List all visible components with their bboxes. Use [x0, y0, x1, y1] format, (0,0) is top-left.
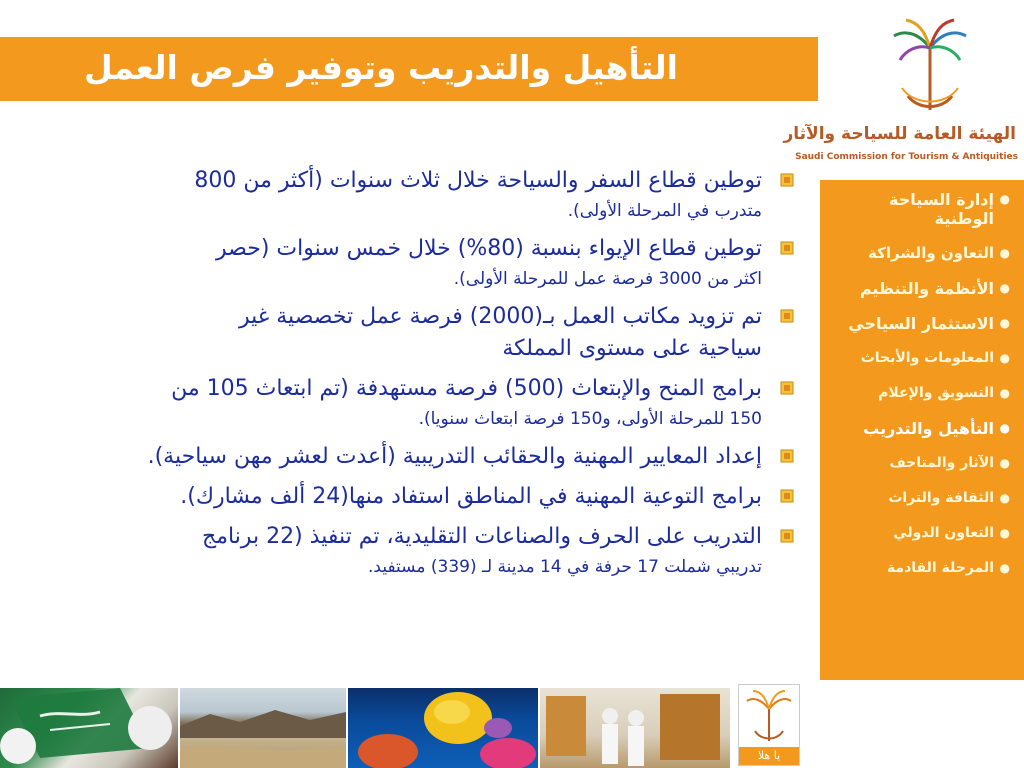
bullet-item — [40, 165, 800, 225]
bullet-item — [40, 301, 800, 365]
sidebar-item-marketing[interactable] — [828, 384, 1010, 403]
sidebar-item-label: التأهيل والتدريب — [863, 419, 994, 438]
photo-strip — [0, 688, 730, 768]
bullet-subtext: متدرب في المرحلة الأولى). — [567, 201, 762, 221]
sidebar-item-investment[interactable] — [828, 314, 1010, 333]
bullet-text: إعداد المعايير المهنية والحقائب التدريبية (أعدت لعشر مهن سياحية). — [147, 444, 762, 469]
square-bullet-icon — [780, 173, 794, 187]
sidebar-item-label: التعاون والشراكة — [868, 244, 994, 262]
sidebar-item-label: إدارة السياحة الوطنية — [889, 190, 994, 228]
sidebar-item-next-phase[interactable] — [828, 559, 1010, 578]
sidebar-item-international[interactable] — [828, 524, 1010, 543]
sidebar-list — [820, 180, 1024, 578]
bullet-item — [40, 521, 800, 581]
square-bullet-icon — [780, 241, 794, 255]
bullet-icon: ● — [999, 561, 1010, 575]
logo-english-text: Saudi Commission for Tourism & Antiquities — [795, 152, 1018, 162]
square-bullet-icon — [780, 381, 794, 395]
bullet-item — [40, 233, 800, 293]
bullet-icon: ● — [999, 281, 1010, 295]
title-bar — [0, 37, 818, 101]
bullet-text: توطين قطاع السفر والسياحة خلال ثلاث سنوات (أكثر من 800 — [194, 168, 762, 193]
bullet-subtext: اكثر من 3000 فرصة عمل للمرحلة الأولى). — [453, 269, 762, 289]
bullet-icon: ● — [999, 526, 1010, 540]
landscape-photo — [180, 688, 346, 768]
sidebar-item-label: الثقافة والتراث — [888, 490, 994, 506]
bullet-subtext: تدريبي شملت 17 حرفة في 14 مدينة لـ (339) مستفيد. — [368, 557, 762, 577]
exhibition-photo — [540, 688, 730, 768]
sidebar-item-label: التعاون الدولي — [893, 525, 994, 541]
sidebar-item-research[interactable] — [828, 349, 1010, 368]
sidebar-item-label: الآثار والمتاحف — [889, 455, 994, 471]
sidebar-item-training[interactable] — [828, 419, 1010, 438]
bullet-text: تم تزويد مكاتب العمل بـ(2000) فرصة عمل تخصصية غير — [238, 304, 762, 329]
bullet-icon: ● — [999, 316, 1010, 330]
sidebar-item-antiquities[interactable] — [828, 454, 1010, 473]
bullet-icon: ● — [999, 456, 1010, 470]
stamp-label: يا هلا — [739, 747, 799, 765]
sidebar-item-label: الاستثمار السياحي — [848, 314, 994, 333]
sidebar-item-cooperation[interactable] — [828, 244, 1010, 263]
bullet-subtext: 150 للمرحلة الأولى، و150 فرصة ابتعاث سنويا). — [418, 409, 762, 429]
bullet-item — [40, 481, 800, 513]
logo — [783, 18, 1024, 170]
palm-logo-icon — [888, 18, 972, 118]
flag-photo — [0, 688, 178, 768]
sidebar-item-national-tourism[interactable] — [828, 190, 1010, 228]
bullet-icon: ● — [999, 246, 1010, 260]
bullet-item — [40, 373, 800, 433]
bullet-icon: ● — [999, 421, 1010, 435]
coral-reef-photo — [348, 688, 538, 768]
welcome-stamp — [738, 684, 800, 766]
bullet-icon: ● — [999, 386, 1010, 400]
square-bullet-icon — [780, 449, 794, 463]
sidebar-item-label: المرحلة القادمة — [886, 560, 994, 576]
square-bullet-icon — [780, 309, 794, 323]
bullet-icon: ● — [999, 491, 1010, 505]
bullet-text: التدريب على الحرف والصناعات التقليدية، تم تنفيذ (22 برنامج — [202, 524, 762, 549]
bullet-icon: ● — [999, 192, 1010, 206]
square-bullet-icon — [780, 489, 794, 503]
bullet-item — [40, 441, 800, 473]
page-title: التأهيل والتدريب وتوفير فرص العمل — [83, 48, 678, 87]
sidebar-item-label: المعلومات والأبحاث — [860, 350, 994, 366]
sidebar-item-regulations[interactable] — [828, 279, 1010, 298]
content-area — [40, 165, 800, 589]
bullet-icon: ● — [999, 351, 1010, 365]
palm-stamp-icon — [739, 685, 799, 747]
sidebar-item-heritage[interactable] — [828, 489, 1010, 508]
sidebar-item-label: التسويق والإعلام — [878, 385, 994, 401]
square-bullet-icon — [780, 529, 794, 543]
logo-arabic-text: الهيئة العامة للسياحة والآثار — [783, 124, 1016, 144]
bullet-text: برامج المنح والإبتعاث (500) فرصة مستهدفة (تم ابتعاث 105 من — [171, 376, 762, 401]
bullet-text: توطين قطاع الإيواء بنسبة (80%) خلال خمس سنوات (حصر — [216, 236, 762, 261]
bullet-subtext: سياحية على مستوى المملكة — [502, 336, 762, 361]
sidebar-item-label: الأنظمة والتنظيم — [859, 279, 994, 298]
bullet-text: برامج التوعية المهنية في المناطق استفاد منها(24 ألف مشارك). — [180, 484, 762, 509]
sidebar — [820, 180, 1024, 680]
